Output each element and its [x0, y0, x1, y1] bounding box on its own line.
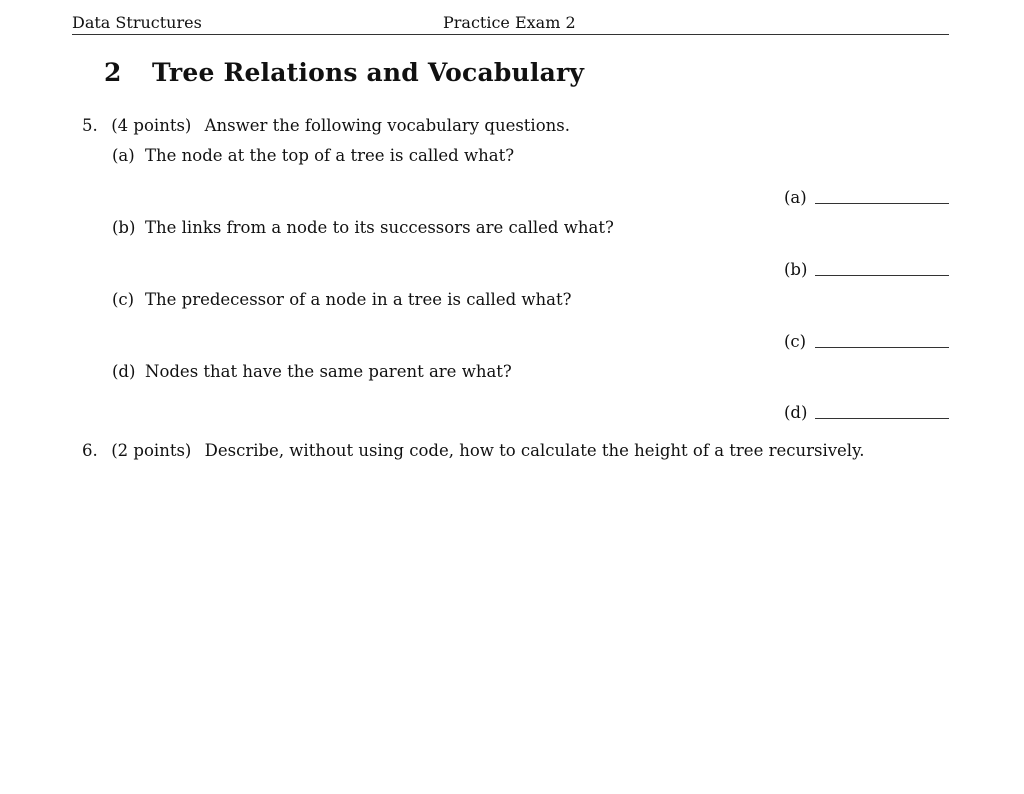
- question-part-b: [112, 218, 614, 237]
- answer-label: (c): [784, 332, 807, 351]
- course-name: Data Structures: [72, 13, 202, 32]
- answer-blank-b[interactable]: [784, 260, 807, 279]
- question-number: 6.: [82, 441, 98, 460]
- answer-label: (a): [784, 188, 807, 207]
- answer-line[interactable]: [815, 275, 949, 276]
- part-text: The links from a node to its successors are called what?: [145, 218, 614, 237]
- section-heading: [104, 58, 584, 87]
- answer-blank-c[interactable]: [784, 332, 806, 351]
- section-title: Tree Relations and Vocabulary: [152, 58, 585, 87]
- part-label: (c): [112, 290, 135, 309]
- question-5: [82, 116, 570, 135]
- answer-line[interactable]: [815, 347, 949, 348]
- page-header: [72, 12, 949, 35]
- question-part-c: [112, 290, 571, 309]
- part-label: (d): [112, 362, 136, 381]
- answer-line[interactable]: [815, 418, 949, 419]
- answer-label: (d): [784, 403, 808, 422]
- question-points: (2 points): [111, 441, 192, 460]
- section-number: 2: [104, 58, 122, 87]
- question-number: 5.: [82, 116, 98, 135]
- question-text: Describe, without using code, how to calculate the height of a tree recursively.: [204, 441, 865, 460]
- answer-line[interactable]: [815, 203, 949, 204]
- part-text: The node at the top of a tree is called what?: [145, 146, 515, 165]
- question-part-a: [112, 146, 514, 165]
- question-points: (4 points): [111, 116, 192, 135]
- answer-label: (b): [784, 260, 808, 279]
- exam-title: Practice Exam 2: [443, 13, 576, 32]
- question-6: [82, 441, 864, 460]
- part-text: Nodes that have the same parent are what?: [145, 362, 512, 381]
- question-part-d: [112, 362, 512, 381]
- part-label: (b): [112, 218, 136, 237]
- answer-blank-a[interactable]: [784, 188, 807, 207]
- question-text: Answer the following vocabulary questions.: [204, 116, 570, 135]
- answer-blank-d[interactable]: [784, 403, 807, 422]
- part-text: The predecessor of a node in a tree is called what?: [145, 290, 572, 309]
- part-label: (a): [112, 146, 135, 165]
